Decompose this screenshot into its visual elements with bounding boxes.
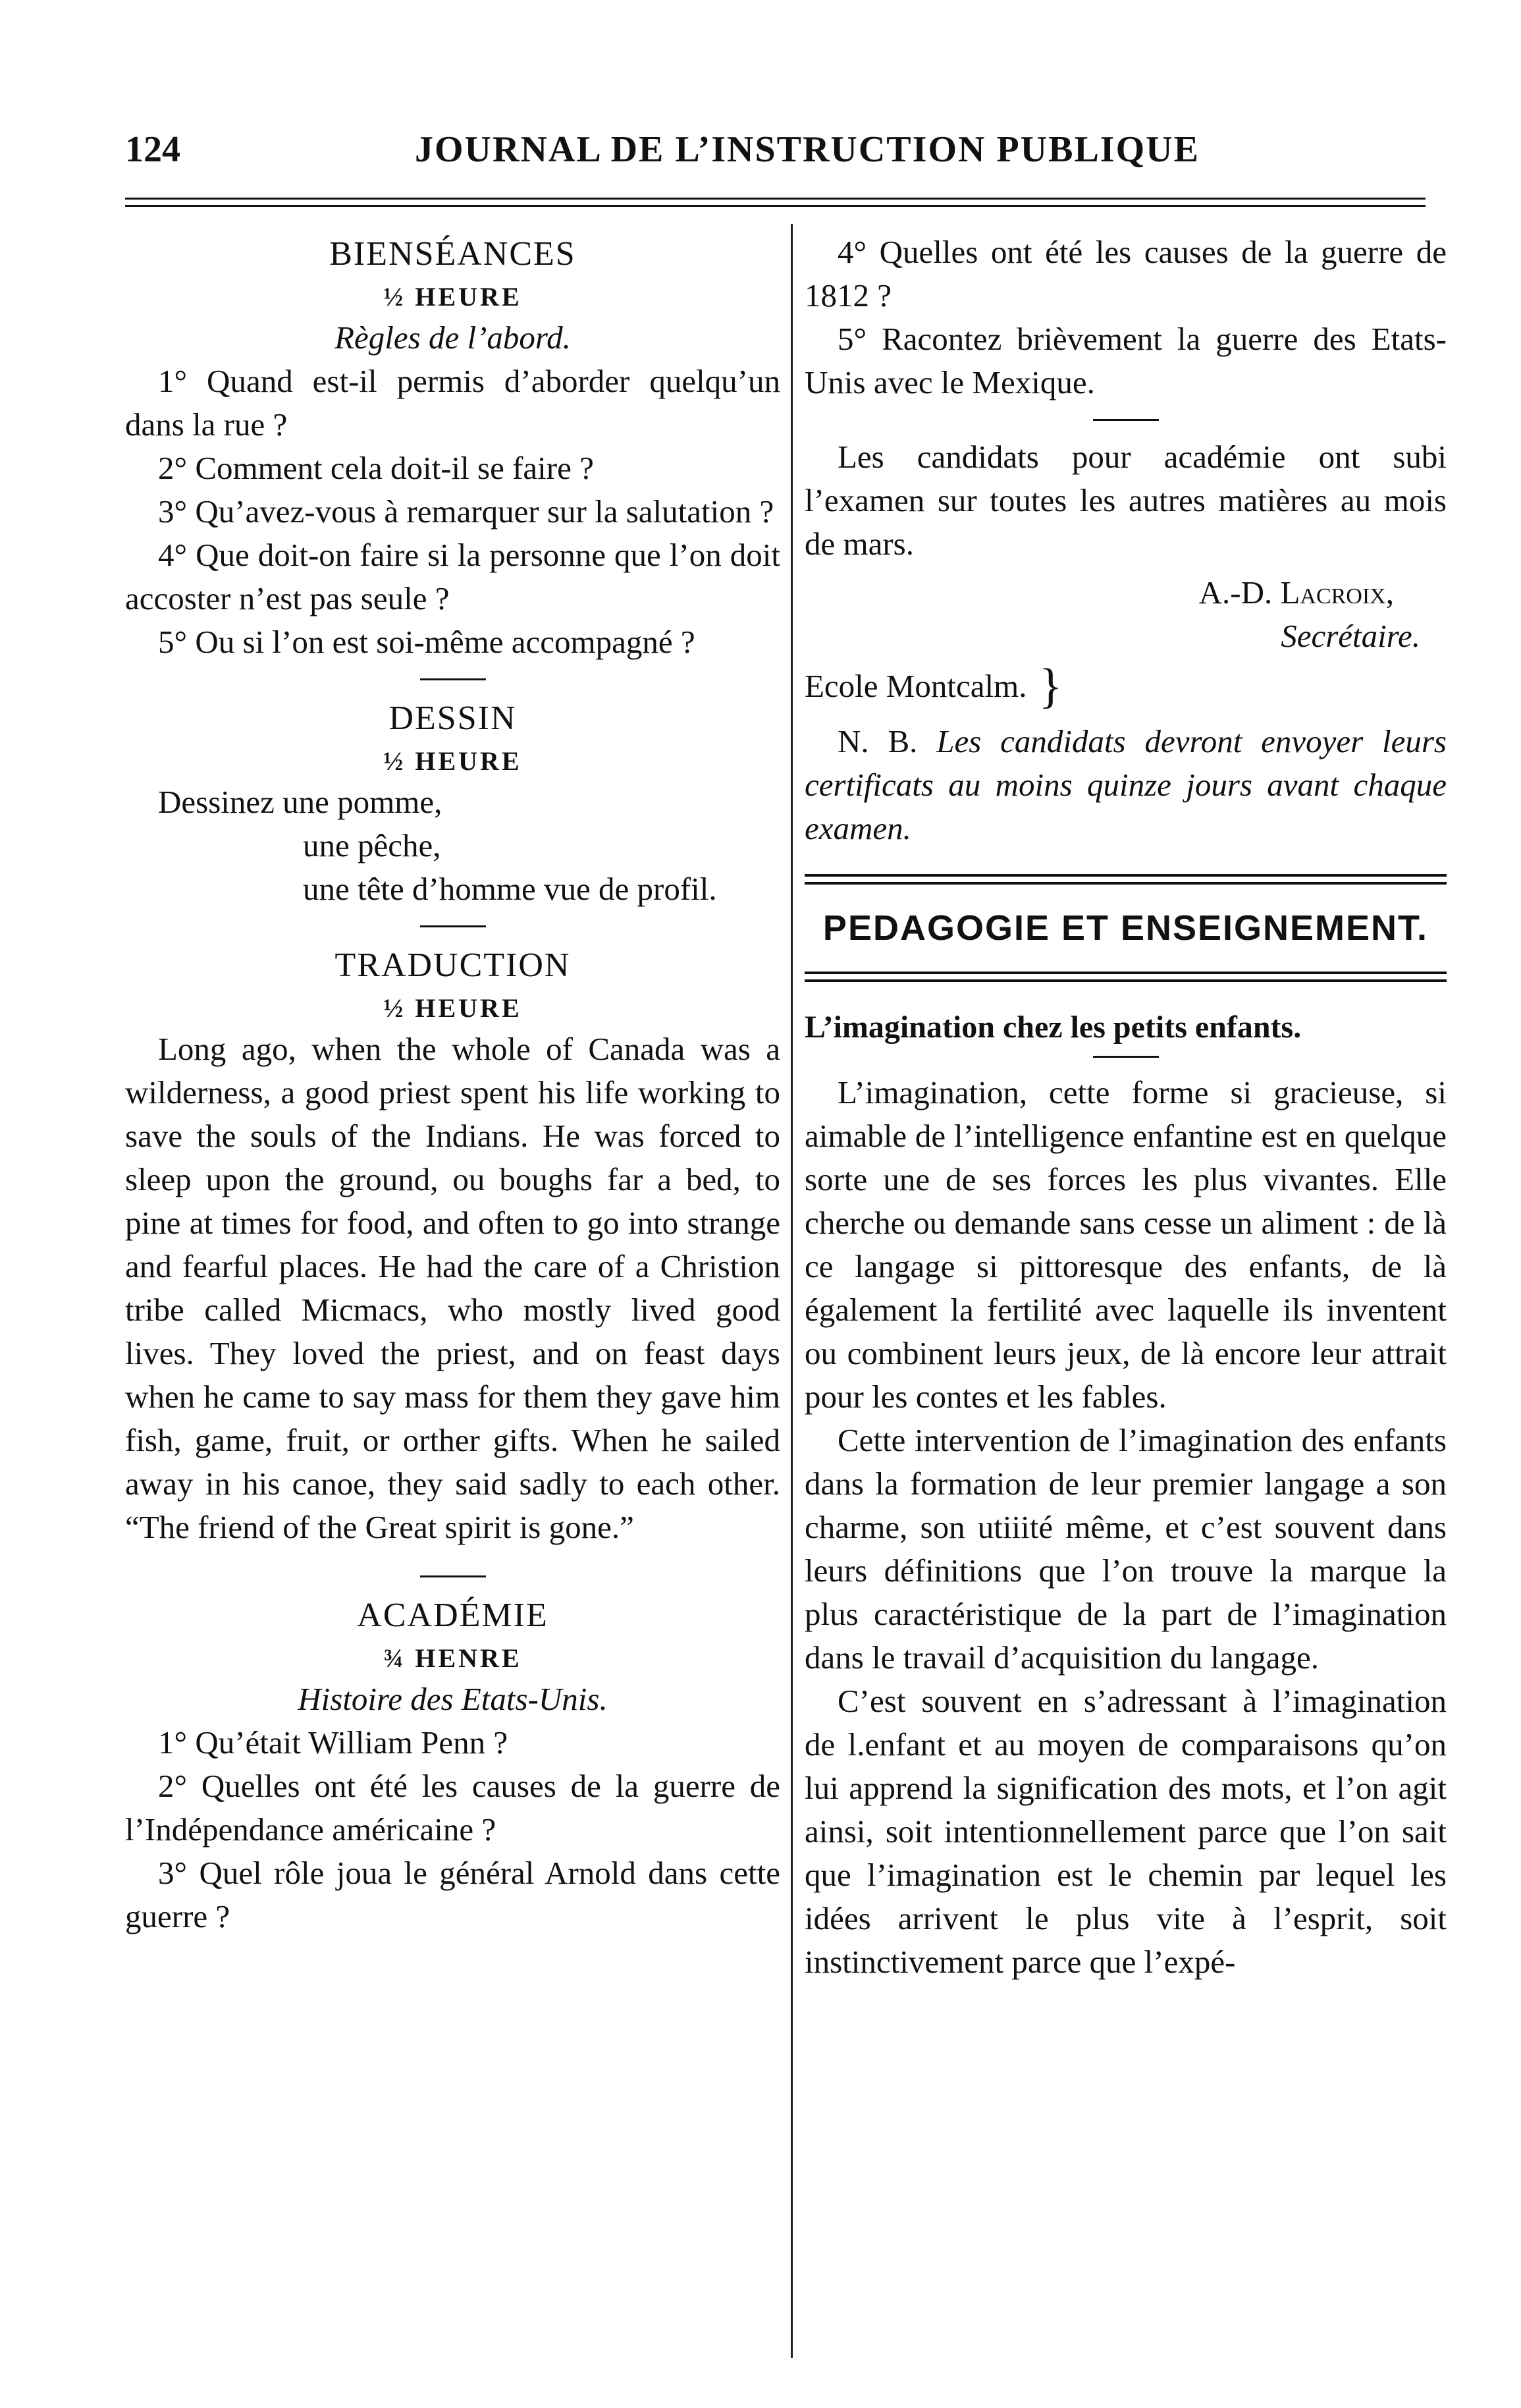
school-name: Ecole Montcalm. bbox=[805, 668, 1027, 704]
drawing-line-3: une tête d’homme vue de profil. bbox=[303, 871, 717, 907]
question-3: 3° Quel rôle joua le général Arnold dans cette guerre ? bbox=[125, 1855, 780, 1934]
question-5: 5° Ou si l’on est soi-même accompagné ? bbox=[158, 624, 695, 660]
section-title: TRADUCTION bbox=[334, 946, 571, 984]
section-title: DESSIN bbox=[388, 699, 517, 737]
section-separator bbox=[420, 925, 486, 927]
question-3: 3° Qu’avez-vous à remarquer sur la salutation ? bbox=[158, 493, 774, 530]
exam-notice: Les candidats pour académie ont subi l’examen sur toutes les autres matières au mois de mars. bbox=[805, 439, 1447, 562]
question-5: 5° Racontez brièvement la guerre des Etats-Unis avec le Mexique. bbox=[805, 321, 1447, 400]
article-paragraph-2: Cette intervention de l’imagination des enfants dans la formation de leur premier langage a son charme, son utiiité même, et c’est souvent dans leurs définitions que l’on trouve la marque la plus caractéristique de la part de l’imagination dans le travail d’acquisition du langage. bbox=[805, 1422, 1447, 1676]
section-title: ACADÉMIE bbox=[357, 1597, 548, 1634]
section-time: ½ HEURE bbox=[383, 993, 522, 1023]
article-title: L’imagination chez les petits enfants. bbox=[805, 1010, 1302, 1045]
drawing-line-2: une pêche, bbox=[303, 827, 441, 863]
section-time: ¾ HENRE bbox=[383, 1643, 522, 1673]
section-time: ½ HEURE bbox=[383, 282, 522, 312]
drawing-line-1: Dessinez une pomme, bbox=[158, 784, 442, 820]
section-subtitle: Histoire des Etats-Unis. bbox=[298, 1681, 608, 1717]
section-title: BIENSÉANCES bbox=[329, 235, 576, 273]
brace-mark: } bbox=[1038, 659, 1063, 713]
section-academie bbox=[125, 1592, 780, 1938]
section-heading: PEDAGOGIE ET ENSEIGNEMENT. bbox=[822, 908, 1429, 948]
signature-title: Secrétaire. bbox=[1281, 618, 1420, 654]
running-title: JOURNAL DE L’INSTRUCTION PUBLIQUE bbox=[415, 129, 1200, 170]
page-number: 124 bbox=[125, 129, 180, 170]
section-separator bbox=[420, 1575, 486, 1577]
question-4: 4° Que doit-on faire si la personne que l’on doit accoster n’est pas seule ? bbox=[125, 537, 780, 616]
page-header bbox=[125, 128, 1416, 188]
left-column bbox=[125, 231, 780, 1938]
header-double-rule bbox=[125, 198, 1426, 207]
question-4: 4° Quelles ont été les causes de la guerre de 1812 ? bbox=[805, 234, 1447, 314]
section-biensceances bbox=[125, 231, 780, 664]
question-2: 2° Quelles ont été les causes de la guerre de l’Indépendance américaine ? bbox=[125, 1768, 780, 1847]
section-traduction bbox=[125, 942, 780, 1549]
school-line bbox=[805, 659, 1447, 713]
translation-text: Long ago, when the whole of Canada was a wilderness, a good priest spent his life working to save the souls of the Indians. He was forced to sleep upon the ground, ou boughs far a bed, to pine at times for food, and often to go into strange and fearful places. He had the care of a Christion tribe called Micmacs, who mostly lived good lives. They loved the priest, and on feast days when he came to say mass for them they gave him fish, game, fruit, or orther gifts. When he sailed away in his canoe, they said sadly to each other. “The friend of the Great spirit is gone.” bbox=[125, 1031, 780, 1545]
signature-name: A.-D. Lacroix, bbox=[1198, 574, 1394, 611]
question-2: 2° Comment cela doit-il se faire ? bbox=[158, 450, 594, 486]
section-subtitle: Règles de l’abord. bbox=[334, 319, 571, 356]
section-separator bbox=[420, 678, 486, 680]
right-column bbox=[805, 231, 1447, 1984]
nota-bene-text: Les candidats devront envoyer leurs certificats au moins quinze jours avant chaque examen. bbox=[805, 723, 1447, 846]
article-paragraph-1: L’imagination, cette forme si gracieuse, si aimable de l’intelligence enfantine est en quelque sorte une de ses forces les plus vivantes. Elle cherche ou demande sans cesse un aliment : de là ce langage si pittoresque des enfants, de là également la fertilité avec laquelle ils inventent ou combinent leurs jeux, de là encore leur attrait pour les contes et les fables. bbox=[805, 1074, 1447, 1415]
section-separator bbox=[1093, 419, 1159, 421]
section-double-rule bbox=[805, 971, 1447, 982]
nota-bene-label: N. B. bbox=[838, 723, 918, 759]
nota-bene bbox=[805, 720, 1447, 850]
section-time: ½ HEURE bbox=[383, 746, 522, 776]
article-separator bbox=[1093, 1056, 1159, 1058]
section-double-rule bbox=[805, 874, 1447, 885]
question-1: 1° Qu’était William Penn ? bbox=[158, 1724, 508, 1761]
section-dessin bbox=[125, 695, 780, 911]
question-1: 1° Quand est-il permis d’aborder quelqu’un dans la rue ? bbox=[125, 363, 780, 443]
column-divider bbox=[791, 224, 793, 2358]
article-paragraph-3: C’est souvent en s’adressant à l’imagination de l.enfant et au moyen de comparaisons qu’on lui apprend la signification des mots, et l’on agit ainsi, soit intentionnellement parce que l’on sait que l’imagination est le chemin par lequel les idées arrivent le plus vite à l’esprit, soit instinctivement parce que l’expé- bbox=[805, 1683, 1447, 1980]
